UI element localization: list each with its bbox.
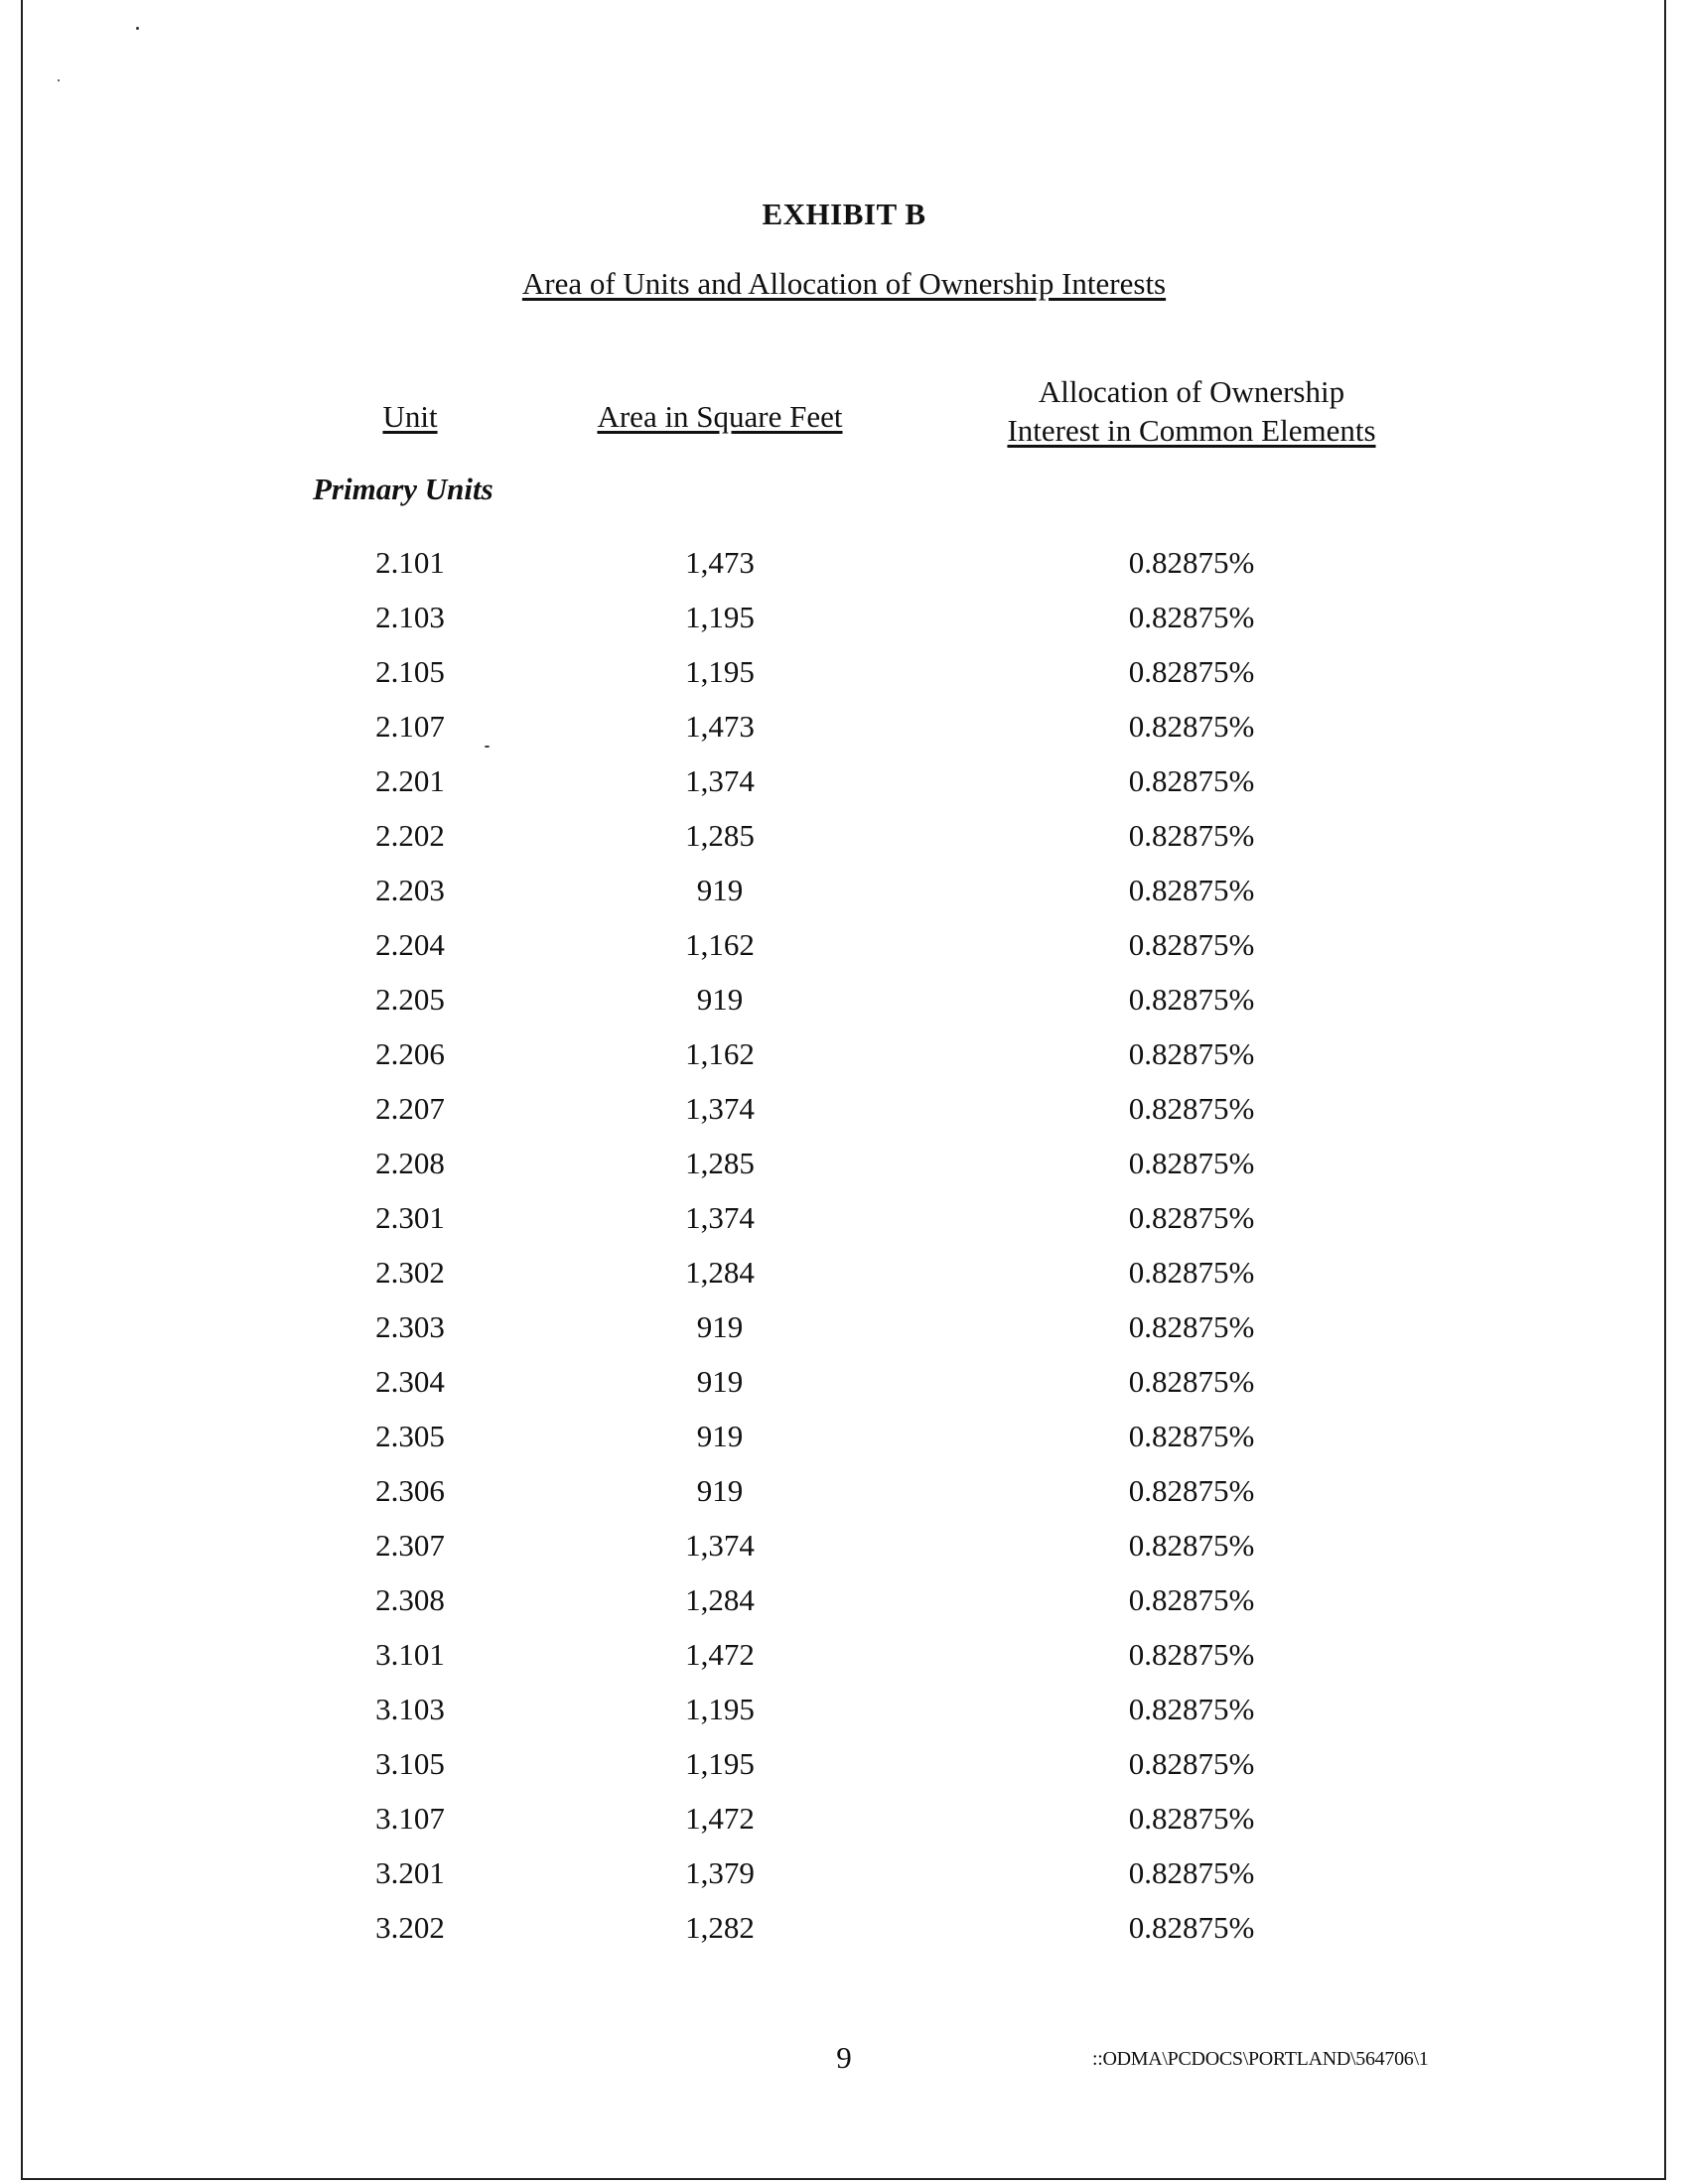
- unit-cell: 2.207: [375, 1091, 445, 1126]
- unit-cell: 2.304: [375, 1364, 445, 1399]
- table-row: [0, 1853, 1688, 1908]
- allocation-cell: 0.82875%: [1128, 873, 1255, 907]
- unit-cell: 2.203: [375, 873, 445, 907]
- table-row: [0, 707, 1688, 761]
- table-row: [0, 1362, 1688, 1417]
- table-row: [0, 1526, 1688, 1580]
- area-cell: 1,282: [685, 1910, 755, 1945]
- area-cell: 919: [696, 1419, 744, 1453]
- table-row: [0, 543, 1688, 598]
- exhibit-subtitle: Area of Units and Allocation of Ownership Interests: [521, 266, 1167, 301]
- column-header-unit: [311, 397, 509, 436]
- column-header-allocation-line1: Allocation of Ownership: [1038, 374, 1345, 409]
- table-row: [0, 1198, 1688, 1253]
- unit-cell: 2.105: [375, 654, 445, 689]
- allocation-cell: 0.82875%: [1128, 1582, 1255, 1617]
- unit-cell: 2.308: [375, 1582, 445, 1617]
- area-cell: 1,162: [685, 927, 755, 962]
- allocation-cell: 0.82875%: [1128, 763, 1255, 798]
- allocation-cell: 0.82875%: [1128, 709, 1255, 744]
- allocation-cell: 0.82875%: [1128, 982, 1255, 1017]
- allocation-cell: 0.82875%: [1128, 1692, 1255, 1726]
- area-cell: 919: [696, 982, 744, 1017]
- table-row: [0, 1690, 1688, 1744]
- allocation-cell: 0.82875%: [1128, 1528, 1255, 1563]
- allocation-cell: 0.82875%: [1128, 927, 1255, 962]
- exhibit-title: EXHIBIT B: [762, 197, 926, 231]
- area-cell: 1,472: [685, 1637, 755, 1672]
- area-cell: 1,472: [685, 1801, 755, 1836]
- allocation-cell: 0.82875%: [1128, 654, 1255, 689]
- area-cell: 919: [696, 873, 744, 907]
- allocation-cell: 0.82875%: [1128, 1036, 1255, 1071]
- allocation-cell: 0.82875%: [1128, 545, 1255, 580]
- unit-cell: 3.201: [375, 1855, 445, 1890]
- column-header-unit-label: Unit: [382, 399, 438, 434]
- allocation-cell: 0.82875%: [1128, 818, 1255, 853]
- unit-cell: 2.208: [375, 1146, 445, 1180]
- area-cell: 1,374: [685, 763, 755, 798]
- unit-cell: 3.103: [375, 1692, 445, 1726]
- area-cell: 1,473: [685, 709, 755, 744]
- table-row: [0, 1089, 1688, 1144]
- table-row: [0, 1471, 1688, 1526]
- table-row: [0, 925, 1688, 980]
- unit-cell: 2.302: [375, 1255, 445, 1290]
- allocation-cell: 0.82875%: [1128, 1473, 1255, 1508]
- table-row: [0, 1417, 1688, 1471]
- unit-cell: 2.107: [375, 709, 445, 744]
- table-row: [0, 1744, 1688, 1799]
- area-cell: 1,195: [685, 1746, 755, 1781]
- area-cell: 1,285: [685, 818, 755, 853]
- scan-speck: [136, 27, 139, 30]
- allocation-cell: 0.82875%: [1128, 1146, 1255, 1180]
- section-label-primary-units: Primary Units: [313, 472, 493, 506]
- area-cell: 1,284: [685, 1255, 755, 1290]
- table-row: [0, 1580, 1688, 1635]
- table-row: [0, 1635, 1688, 1690]
- area-cell: 919: [696, 1309, 744, 1344]
- unit-cell: 2.204: [375, 927, 445, 962]
- allocation-cell: 0.82875%: [1128, 1309, 1255, 1344]
- unit-cell: 3.101: [375, 1637, 445, 1672]
- allocation-cell: 0.82875%: [1128, 1746, 1255, 1781]
- area-cell: 1,195: [685, 600, 755, 634]
- unit-cell: 2.303: [375, 1309, 445, 1344]
- allocation-cell: 0.82875%: [1128, 1364, 1255, 1399]
- page-number: 9: [836, 2040, 852, 2075]
- unit-cell: 2.103: [375, 600, 445, 634]
- unit-cell: 2.206: [375, 1036, 445, 1071]
- area-cell: 1,284: [685, 1582, 755, 1617]
- area-cell: 919: [696, 1473, 744, 1508]
- table-row: [0, 1799, 1688, 1853]
- table-row: [0, 598, 1688, 652]
- table-row: [0, 652, 1688, 707]
- allocation-cell: 0.82875%: [1128, 1200, 1255, 1235]
- area-cell: 1,162: [685, 1036, 755, 1071]
- unit-cell: 2.201: [375, 763, 445, 798]
- unit-cell: 2.205: [375, 982, 445, 1017]
- area-cell: 1,473: [685, 545, 755, 580]
- unit-cell: 2.306: [375, 1473, 445, 1508]
- table-row: [0, 761, 1688, 816]
- unit-cell: 2.307: [375, 1528, 445, 1563]
- allocation-cell: 0.82875%: [1128, 1801, 1255, 1836]
- table-row: [0, 1034, 1688, 1089]
- allocation-cell: 0.82875%: [1128, 1255, 1255, 1290]
- allocation-cell: 0.82875%: [1128, 1637, 1255, 1672]
- area-cell: 1,195: [685, 1692, 755, 1726]
- area-cell: 1,374: [685, 1200, 755, 1235]
- table-row: [0, 871, 1688, 925]
- unit-cell: 3.107: [375, 1801, 445, 1836]
- scan-speck: [58, 79, 60, 81]
- unit-cell: 2.301: [375, 1200, 445, 1235]
- area-cell: 1,285: [685, 1146, 755, 1180]
- area-cell: 1,195: [685, 654, 755, 689]
- table-row: [0, 1144, 1688, 1198]
- allocation-cell: 0.82875%: [1128, 1419, 1255, 1453]
- unit-cell: 2.305: [375, 1419, 445, 1453]
- column-header-area-label: Area in Square Feet: [597, 399, 843, 434]
- allocation-cell: 0.82875%: [1128, 600, 1255, 634]
- area-cell: 919: [696, 1364, 744, 1399]
- table-row: [0, 980, 1688, 1034]
- unit-cell: 2.101: [375, 545, 445, 580]
- area-cell: 1,379: [685, 1855, 755, 1890]
- unit-cell: 2.202: [375, 818, 445, 853]
- column-header-area: [566, 397, 874, 436]
- table-row: [0, 1253, 1688, 1307]
- column-header-allocation: [973, 372, 1410, 450]
- allocation-cell: 0.82875%: [1128, 1091, 1255, 1126]
- table-row: [0, 816, 1688, 871]
- area-cell: 1,374: [685, 1528, 755, 1563]
- table-row: [0, 1307, 1688, 1362]
- unit-cell: 3.202: [375, 1910, 445, 1945]
- units-table: [0, 543, 1688, 1963]
- table-row: [0, 1908, 1688, 1963]
- unit-cell: 3.105: [375, 1746, 445, 1781]
- allocation-cell: 0.82875%: [1128, 1855, 1255, 1890]
- document-path: ::ODMA\PCDOCS\PORTLAND\564706\1: [1092, 2048, 1429, 2070]
- allocation-cell: 0.82875%: [1128, 1910, 1255, 1945]
- column-header-allocation-line2: Interest in Common Elements: [1007, 413, 1376, 448]
- area-cell: 1,374: [685, 1091, 755, 1126]
